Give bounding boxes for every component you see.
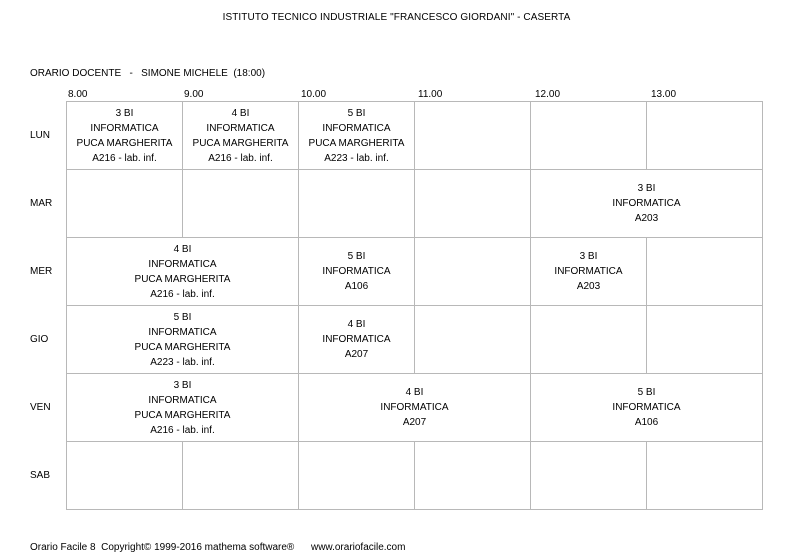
day-label: VEN xyxy=(30,402,51,413)
lesson-line: INFORMATICA xyxy=(612,402,681,413)
lesson-line: PUCA MARGHERITA xyxy=(134,409,231,421)
empty-cell xyxy=(647,306,763,374)
lesson-line: A216 - lab. inf. xyxy=(92,152,157,164)
lesson-line: A203 xyxy=(576,281,601,292)
lesson-line: 5 BI xyxy=(173,311,192,323)
lesson-line: 3 BI xyxy=(115,107,134,119)
empty-cell xyxy=(67,170,183,238)
lesson-line: 3 BI xyxy=(637,183,656,194)
lesson-line: A106 xyxy=(634,417,659,428)
empty-cell xyxy=(647,442,763,510)
lesson-line: INFORMATICA xyxy=(322,334,391,345)
lesson-line: 5 BI xyxy=(347,107,366,119)
lesson-line: 4 BI xyxy=(405,387,424,398)
empty-cell xyxy=(531,306,647,374)
empty-cell xyxy=(183,170,299,238)
empty-cell xyxy=(647,102,763,170)
lesson-line: PUCA MARGHERITA xyxy=(308,137,405,149)
lesson-cell xyxy=(299,238,415,306)
lesson-line: INFORMATICA xyxy=(90,122,159,134)
lesson-line: 4 BI xyxy=(231,107,250,119)
empty-cell xyxy=(415,170,531,238)
day-label: MER xyxy=(30,266,53,277)
row-gio xyxy=(67,306,763,374)
lesson-line: INFORMATICA xyxy=(148,258,217,270)
lesson-line: A203 xyxy=(634,213,659,224)
day-label: GIO xyxy=(30,334,49,345)
lesson-cell xyxy=(299,374,531,442)
lesson-cell xyxy=(67,374,299,442)
row-mer xyxy=(67,238,763,306)
hour-label: 12.00 xyxy=(535,89,561,100)
empty-cell xyxy=(415,306,531,374)
lesson-line: PUCA MARGHERITA xyxy=(76,137,173,149)
timetable-grid xyxy=(66,101,763,510)
row-mar xyxy=(67,170,763,238)
empty-cell xyxy=(647,238,763,306)
lesson-cell xyxy=(299,306,415,374)
day-label: LUN xyxy=(30,130,51,141)
lesson-line: 4 BI xyxy=(173,243,192,255)
hour-label: 9.00 xyxy=(184,89,204,100)
lesson-line: INFORMATICA xyxy=(322,122,391,134)
day-label: MAR xyxy=(30,198,53,209)
lesson-line: PUCA MARGHERITA xyxy=(134,273,231,285)
row-lun xyxy=(67,102,763,170)
teacher-line: ORARIO DOCENTE - SIMONE MICHELE (18:00) xyxy=(30,68,266,79)
row-ven xyxy=(67,374,763,442)
lesson-line: PUCA MARGHERITA xyxy=(134,341,231,353)
lesson-line: A106 xyxy=(344,281,369,292)
lesson-line: PUCA MARGHERITA xyxy=(192,137,289,149)
lesson-line: 4 BI xyxy=(347,319,366,330)
lesson-cell xyxy=(183,102,299,170)
lesson-line: INFORMATICA xyxy=(206,122,275,134)
lesson-cell xyxy=(67,238,299,306)
empty-cell xyxy=(415,102,531,170)
empty-cell xyxy=(67,442,183,510)
lesson-line: 5 BI xyxy=(347,251,366,262)
lesson-cell xyxy=(67,102,183,170)
hour-label: 11.00 xyxy=(418,89,443,100)
lesson-line: A223 - lab. inf. xyxy=(150,356,215,368)
row-sab xyxy=(67,442,763,510)
lesson-line: A216 - lab. inf. xyxy=(150,288,215,300)
footer-copyright: Orario Facile 8 Copyright© 1999-2016 mathema software® www.orariofacile.com xyxy=(30,542,406,553)
school-title: ISTITUTO TECNICO INDUSTRIALE "FRANCESCO GIORDANI" - CASERTA xyxy=(222,12,571,23)
lesson-cell xyxy=(299,102,415,170)
hour-label: 8.00 xyxy=(68,89,88,100)
empty-cell xyxy=(299,170,415,238)
lesson-line: INFORMATICA xyxy=(612,198,681,209)
day-label: SAB xyxy=(30,470,51,481)
lesson-line: 5 BI xyxy=(637,387,656,398)
lesson-line: A216 - lab. inf. xyxy=(150,424,215,436)
empty-cell xyxy=(415,442,531,510)
lesson-line: INFORMATICA xyxy=(148,326,217,338)
lesson-line: INFORMATICA xyxy=(322,266,391,277)
lesson-cell xyxy=(531,374,763,442)
lesson-cell xyxy=(531,238,647,306)
hour-label: 10.00 xyxy=(301,89,327,100)
lesson-line: A207 xyxy=(402,417,427,428)
lesson-line: A223 - lab. inf. xyxy=(324,152,389,164)
lesson-cell xyxy=(67,306,299,374)
lesson-cell xyxy=(531,170,763,238)
lesson-line: INFORMATICA xyxy=(380,402,449,413)
lesson-line: A207 xyxy=(344,349,369,360)
empty-cell xyxy=(531,442,647,510)
lesson-line: INFORMATICA xyxy=(148,394,217,406)
empty-cell xyxy=(299,442,415,510)
lesson-line: INFORMATICA xyxy=(554,266,623,277)
lesson-line: 3 BI xyxy=(173,379,192,391)
empty-cell xyxy=(531,102,647,170)
empty-cell xyxy=(415,238,531,306)
empty-cell xyxy=(183,442,299,510)
hour-label: 13.00 xyxy=(651,89,677,100)
lesson-line: A216 - lab. inf. xyxy=(208,152,273,164)
lesson-line: 3 BI xyxy=(579,251,598,262)
